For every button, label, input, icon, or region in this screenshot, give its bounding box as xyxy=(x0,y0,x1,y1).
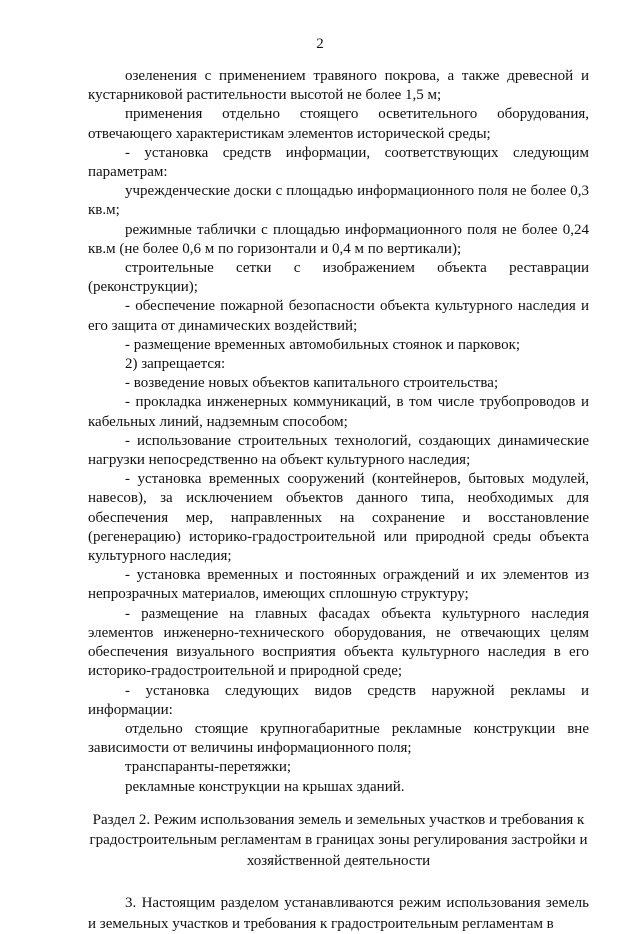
paragraph-fire-safety: - обеспечение пожарной безопасности объекта культурного наследия и его защита от динамических воздействий; xyxy=(88,298,589,334)
paragraph-temporary-structures: - установка временных сооружений (контейнеров, бытовых модулей, навесов), за исключением объектов данного типа, необходимых для обеспечения мер, направленных на сохранение и восстановление (регенерацию) историко-градостроительной или природной среды объекта культурного наследия; xyxy=(88,471,589,565)
paragraph-street-banners: транспаранты-перетяжки; xyxy=(125,759,292,776)
paragraph-temporary-parking: - размещение временных автомобильных стоянок и парковок; xyxy=(125,336,521,353)
paragraph-construction-nets: строительные сетки с изображением объекта реставрации (реконструкции); xyxy=(88,260,589,296)
section-heading: Раздел 2. Режим использования земель и земельных участков и требования к градостроительным регламентам в границах зоны регулирования застройки и хозяйственной деятельности xyxy=(89,811,588,869)
paragraph-new-construction: - возведение новых объектов капитального строительства; xyxy=(125,375,499,392)
paragraph-engineering-communications: - прокладка инженерных коммуникаций, в том числе трубопроводов и кабельных линий, надземным способом; xyxy=(88,394,589,430)
paragraph-information-means: - установка средств информации, соответствующих следующим параметрам: xyxy=(88,144,589,181)
paragraph-section-3: 3. Настоящим разделом устанавливаются режим использования земель и земельных участков и требования к градостроительным регламентам в xyxy=(88,895,589,932)
paragraph-fences: - установка временных и постоянных ограждений и их элементов из непрозрачных материалов, имеющих сплошную структуру; xyxy=(88,567,589,603)
paragraph-regime-plates: режимные таблички с площадью информационного поля не более 0,24 кв.м (не более 0,6 м по горизонтали и 0,4 м по вертикали); xyxy=(88,221,589,257)
paragraph-lighting-equipment: применения отдельно стоящего осветительного оборудования, отвечающего характеристикам элементов исторической среды; xyxy=(88,106,589,142)
paragraph-institutional-boards: учрежденческие доски с площадью информационного поля не более 0,3 кв.м; xyxy=(88,183,589,219)
paragraph-outdoor-advertising: - установка следующих видов средств наружной рекламы и информации: xyxy=(88,682,589,718)
paragraph-construction-technologies: - использование строительных технологий, создающих динамические нагрузки непосредственно на объект культурного наследия; xyxy=(88,432,589,469)
paragraph-large-billboards: отдельно стоящие крупногабаритные рекламные конструкции вне зависимости от величины информационного поля; xyxy=(88,720,589,757)
paragraph-rooftop-advertising: рекламные конструкции на крышах зданий. xyxy=(125,778,405,795)
paragraph-prohibited-heading: 2) запрещается: xyxy=(125,356,226,373)
document-body xyxy=(88,67,589,934)
page-number: 2 xyxy=(316,36,324,52)
paragraph-facade-equipment: - размещение на главных фасадах объекта культурного наследия элементов инженерно-технического оборудования, не отвечающих целям обеспечения визуального восприятия объекта культурного наследия в его историко-градостроительной и природной среде; xyxy=(88,605,589,680)
paragraph-greening: озеленения с применением травяного покрова, а также древесной и кустарниковой растительности высотой не более 1,5 м; xyxy=(88,68,589,104)
